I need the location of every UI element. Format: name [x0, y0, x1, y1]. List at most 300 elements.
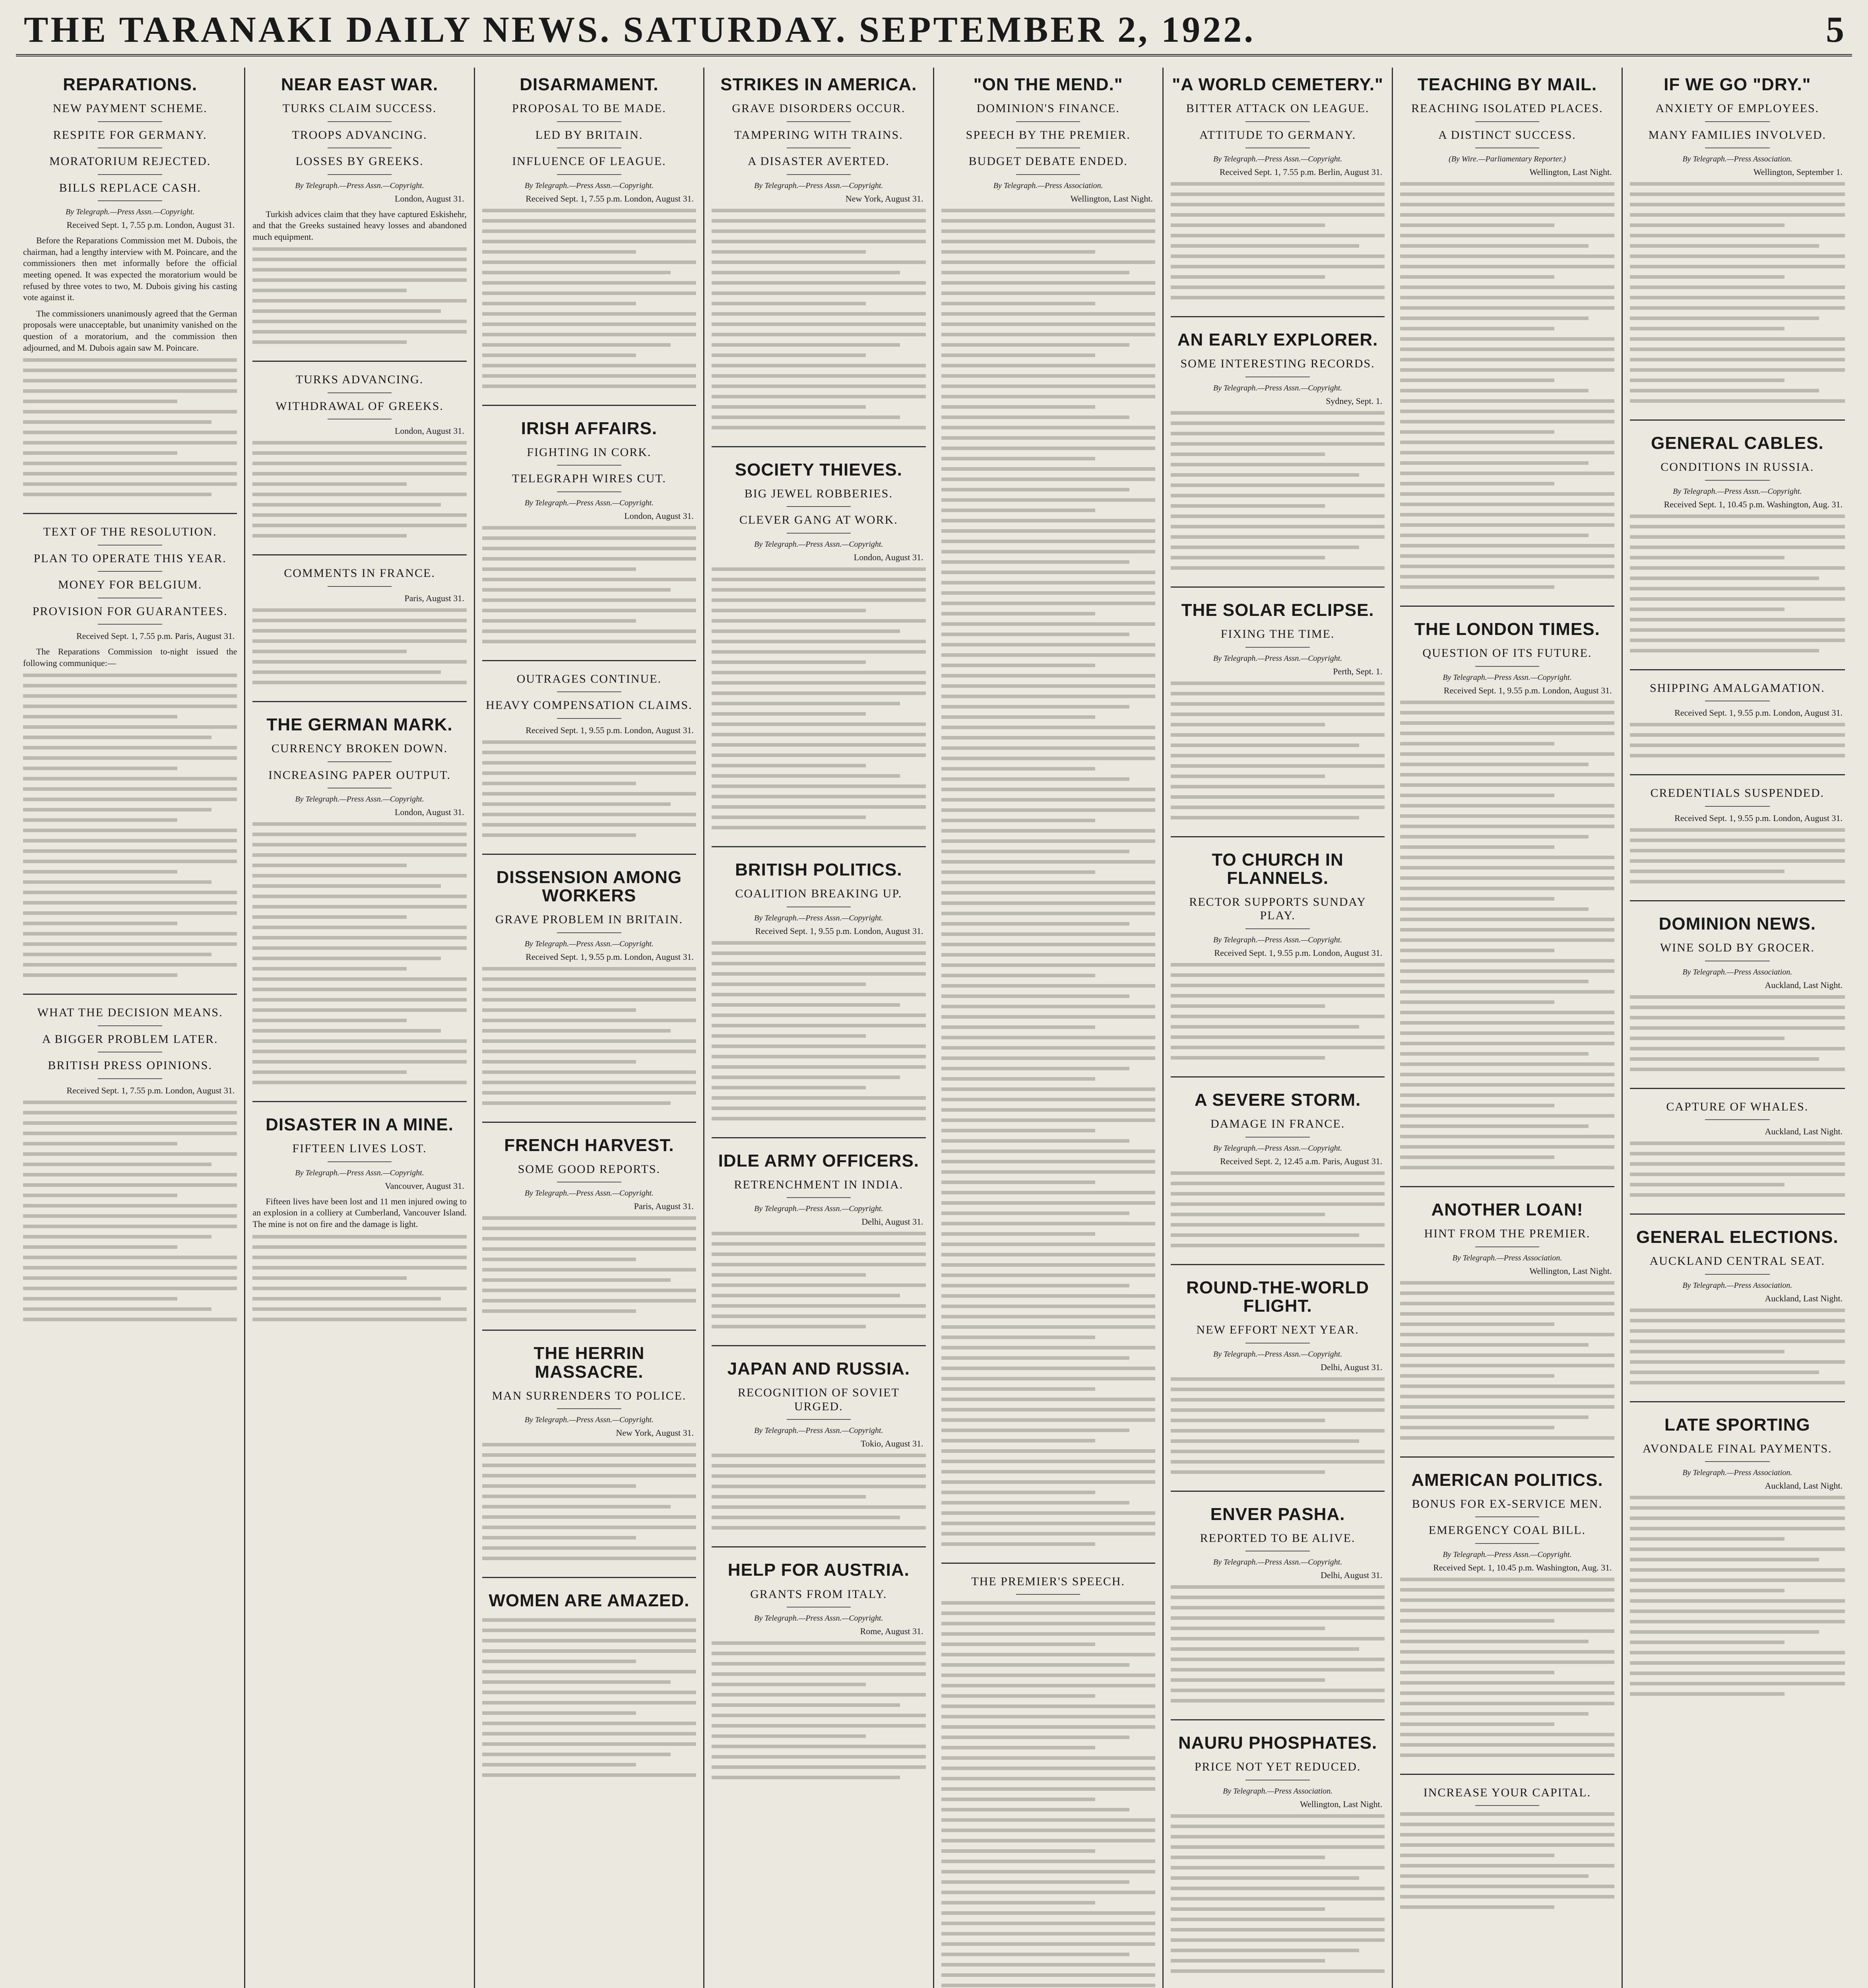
text-line — [1400, 348, 1614, 351]
subheadline: WITHDRAWAL OF GREEKS. — [252, 400, 466, 420]
text-line — [712, 588, 925, 592]
subheadline: MAN SURRENDERS TO POLICE. — [482, 1389, 696, 1409]
text-line — [941, 891, 1155, 895]
text-line — [941, 1439, 1096, 1442]
text-line — [1630, 1599, 1845, 1603]
dateline: Received Sept. 1, 7.55 p.m. London, August 31. — [526, 193, 694, 204]
text-line — [482, 1546, 696, 1550]
text-line — [941, 498, 1155, 502]
text-line — [1400, 938, 1614, 942]
text-line — [1400, 1823, 1614, 1826]
text-line — [712, 609, 866, 612]
illegible-body-text — [1171, 1814, 1385, 1973]
text-line — [941, 271, 1130, 274]
text-line — [941, 860, 1155, 864]
text-line — [1630, 577, 1819, 580]
text-line — [941, 1118, 1155, 1122]
text-line — [1400, 783, 1614, 787]
text-line — [482, 1649, 696, 1653]
text-line — [1400, 763, 1589, 766]
text-line — [23, 1111, 237, 1114]
text-line — [712, 1714, 925, 1717]
text-line — [1630, 316, 1819, 320]
text-line — [252, 915, 407, 919]
subheadline: LOSSES BY GREEKS. — [252, 155, 466, 175]
body-paragraph: The Reparations Commission to-night issued the following communique:— — [23, 646, 237, 668]
text-line — [941, 746, 1155, 750]
subheadline: PROPOSAL TO BE MADE. — [482, 102, 696, 122]
text-line — [482, 291, 696, 295]
text-line — [1171, 764, 1385, 768]
text-line — [23, 441, 237, 445]
text-line — [252, 258, 466, 261]
text-line — [23, 472, 237, 476]
text-line — [712, 1013, 925, 1017]
text-line — [1400, 1598, 1614, 1602]
text-line — [482, 782, 636, 785]
illegible-body-text — [1400, 1281, 1614, 1440]
wire-credit: By Telegraph.—Press Assn.—Copyright. — [1673, 487, 1802, 496]
text-line — [1400, 1426, 1554, 1429]
article — [1171, 1719, 1385, 1973]
text-line — [1171, 1035, 1385, 1039]
text-line — [712, 1495, 866, 1499]
text-line — [1171, 411, 1385, 415]
text-line — [941, 819, 1096, 822]
text-line — [941, 1398, 1155, 1401]
illegible-body-text — [1400, 1812, 1614, 1909]
subheadline: A DISTINCT SUCCESS. — [1400, 128, 1614, 149]
subheadline: ANXIETY OF EMPLOYEES. — [1630, 102, 1845, 122]
article — [1171, 76, 1385, 299]
text-line — [1171, 1388, 1385, 1391]
wire-credit: By Telegraph.—Press Assn.—Copyright. — [1213, 935, 1342, 944]
dateline: Received Sept. 1, 7.55 p.m. London, August 31. — [66, 220, 235, 230]
text-line — [1630, 296, 1845, 299]
text-line — [941, 1694, 1096, 1698]
text-line — [1400, 969, 1614, 973]
subheadline: SOME INTERESTING RECORDS. — [1171, 357, 1385, 377]
wire-credit: (By Wire.—Parliamentary Reporter.) — [1449, 155, 1566, 164]
text-line — [1171, 1470, 1325, 1474]
article — [1400, 76, 1614, 589]
text-line — [1400, 523, 1614, 527]
text-line — [482, 1299, 696, 1303]
illegible-body-text — [712, 1232, 925, 1328]
text-line — [23, 1307, 211, 1311]
text-line — [1400, 575, 1614, 579]
dateline: Delhi, August 31. — [1321, 1362, 1383, 1372]
text-line — [1400, 585, 1554, 589]
headline: IDLE ARMY OFFICERS. — [718, 1151, 919, 1171]
text-line — [1171, 785, 1385, 788]
text-line — [941, 829, 1155, 833]
text-line — [482, 526, 696, 530]
wire-credit: By Telegraph.—Press Assn.—Copyright. — [1443, 673, 1572, 682]
subheadline: INCREASING PAPER OUTPUT. — [252, 769, 466, 789]
text-line — [941, 1305, 1155, 1308]
text-line — [712, 333, 925, 336]
text-line — [941, 1356, 1130, 1360]
text-line — [941, 550, 1155, 553]
text-line — [941, 850, 1130, 853]
text-line — [1171, 1825, 1385, 1828]
text-line — [1400, 1812, 1614, 1816]
text-line — [482, 1495, 696, 1498]
text-line — [941, 633, 1130, 636]
text-line — [1400, 1436, 1614, 1440]
text-line — [712, 1096, 925, 1100]
wire-credit: By Telegraph.—Press Assn.—Copyright. — [66, 208, 195, 217]
text-line — [941, 705, 1130, 709]
text-line — [1630, 337, 1845, 341]
wire-credit: By Telegraph.—Press Assn.—Copyright. — [754, 1204, 883, 1213]
text-line — [1400, 285, 1614, 289]
text-line — [482, 1701, 696, 1705]
text-line — [1400, 794, 1554, 797]
page-number: 5 — [1826, 9, 1844, 50]
illegible-body-text — [1171, 1377, 1385, 1474]
dateline: Tokio, August 31. — [861, 1439, 923, 1449]
text-line — [1400, 1843, 1614, 1847]
text-line — [1400, 461, 1589, 465]
wire-credit: By Telegraph.—Press Assn.—Copyright. — [754, 540, 883, 549]
text-line — [1400, 1145, 1614, 1149]
text-line — [941, 1653, 1155, 1656]
text-line — [941, 1756, 1155, 1760]
text-line — [1400, 1588, 1614, 1592]
text-line — [1630, 546, 1845, 549]
text-line — [1400, 1343, 1589, 1347]
text-line — [23, 901, 237, 905]
text-line — [941, 1942, 1155, 1946]
text-line — [23, 818, 177, 822]
text-line — [941, 1263, 1155, 1267]
text-line — [482, 823, 696, 827]
text-line — [1400, 1895, 1614, 1899]
subheadline: LED BY BRITAIN. — [482, 128, 696, 149]
text-line — [1171, 556, 1325, 559]
text-line — [941, 1901, 1096, 1905]
text-line — [1171, 546, 1359, 549]
text-line — [1171, 1814, 1385, 1818]
text-line — [941, 1911, 1155, 1915]
text-line — [23, 1287, 237, 1290]
text-line — [941, 912, 1155, 915]
text-line — [941, 1808, 1130, 1811]
text-line — [712, 1294, 900, 1297]
text-line — [23, 1225, 237, 1228]
text-line — [941, 901, 1155, 905]
text-line — [1630, 1309, 1845, 1312]
text-line — [1400, 887, 1614, 890]
text-line — [941, 1839, 1155, 1842]
text-line — [1630, 1630, 1819, 1634]
text-line — [941, 1015, 1155, 1019]
text-line — [1630, 1068, 1845, 1071]
text-line — [482, 629, 696, 633]
text-line — [252, 513, 466, 517]
text-line — [712, 281, 925, 285]
text-line — [482, 1247, 696, 1251]
text-line — [1630, 723, 1845, 726]
text-line — [23, 715, 177, 718]
wire-credit: By Telegraph.—Press Assn.—Copyright. — [295, 181, 424, 190]
text-line — [712, 260, 925, 264]
text-line — [941, 219, 1155, 223]
headline: LATE SPORTING — [1664, 1415, 1810, 1435]
text-line — [712, 951, 925, 955]
subheadline: HEAVY COMPENSATION CLAIMS. — [482, 699, 696, 719]
text-line — [1400, 482, 1554, 485]
text-line — [712, 1755, 925, 1759]
text-line — [482, 1019, 696, 1022]
text-line — [941, 1046, 1155, 1050]
subheadline: DAMAGE IN FRANCE. — [1171, 1117, 1385, 1138]
text-line — [941, 1346, 1155, 1349]
wire-credit: By Telegraph.—Press Association. — [1682, 1281, 1792, 1290]
text-line — [1400, 544, 1614, 547]
subheadline: FIFTEEN LIVES LOST. — [252, 1142, 466, 1162]
subheadline: A BIGGER PROBLEM LATER. — [23, 1033, 237, 1053]
text-line — [23, 684, 237, 687]
wire-credit: By Telegraph.—Press Assn.—Copyright. — [1213, 654, 1342, 663]
headline: DISASTER IN A MINE. — [266, 1115, 454, 1135]
text-line — [23, 1132, 237, 1135]
text-line — [23, 808, 211, 812]
text-line — [1171, 1025, 1359, 1029]
text-line — [1171, 1647, 1359, 1651]
text-line — [712, 353, 866, 357]
text-line — [941, 426, 1155, 429]
text-line — [23, 767, 177, 770]
illegible-body-text — [712, 1454, 925, 1530]
text-line — [1400, 1042, 1614, 1045]
dateline: Received Sept. 1, 9.55 p.m. London, August 31. — [1674, 708, 1843, 718]
dateline: Received Sept. 1, 7.55 p.m. Paris, August 31. — [76, 631, 235, 641]
illegible-body-text — [1630, 1309, 1845, 1384]
text-line — [941, 1787, 1155, 1791]
wire-credit: By Telegraph.—Press Assn.—Copyright. — [1213, 1558, 1342, 1567]
illegible-body-text — [482, 209, 696, 388]
text-line — [1400, 773, 1614, 777]
text-line — [1630, 1589, 1785, 1592]
text-line — [23, 1204, 237, 1208]
text-line — [1171, 1949, 1359, 1952]
text-line — [1171, 702, 1385, 706]
text-line — [1171, 1637, 1385, 1640]
text-line — [712, 1724, 925, 1728]
text-line — [1400, 1640, 1589, 1643]
text-line — [1630, 556, 1785, 559]
text-line — [1400, 306, 1614, 310]
article — [482, 854, 696, 1105]
text-line — [941, 1098, 1155, 1101]
text-line — [1400, 441, 1614, 444]
text-line — [712, 1076, 900, 1079]
text-line — [1630, 1162, 1845, 1166]
text-line — [23, 1183, 237, 1187]
text-line — [941, 1056, 1155, 1060]
text-line — [712, 650, 925, 654]
text-line — [712, 1242, 925, 1246]
text-line — [482, 609, 696, 612]
text-line — [482, 219, 696, 223]
text-line — [1171, 973, 1385, 977]
subheadline: NEW EFFORT NEXT YEAR. — [1171, 1323, 1385, 1343]
text-line — [482, 1081, 696, 1084]
text-line — [712, 1683, 866, 1686]
wire-credit: By Telegraph.—Press Assn.—Copyright. — [754, 1614, 883, 1623]
text-line — [252, 853, 466, 857]
dateline: Received Sept. 1, 7.55 p.m. Berlin, August 31. — [1219, 167, 1383, 177]
illegible-body-text — [23, 674, 237, 977]
text-line — [1400, 327, 1554, 330]
text-line — [23, 694, 237, 698]
text-line — [1630, 1640, 1785, 1644]
text-line — [1400, 1854, 1554, 1857]
text-line — [1400, 451, 1614, 454]
text-line — [482, 547, 696, 550]
text-line — [1171, 296, 1385, 299]
text-line — [482, 1536, 636, 1540]
text-line — [482, 1443, 696, 1446]
text-line — [712, 1641, 925, 1645]
text-line — [1400, 825, 1614, 828]
text-line — [1400, 1135, 1614, 1138]
text-line — [712, 982, 866, 986]
wire-credit: By Telegraph.—Press Assn.—Copyright. — [524, 939, 654, 948]
text-line — [1171, 1596, 1385, 1599]
text-line — [941, 622, 1155, 626]
text-line — [1630, 254, 1845, 258]
text-line — [252, 905, 466, 909]
dateline: London, August 31. — [394, 807, 464, 817]
subheadline: A DISASTER AVERTED. — [712, 155, 925, 175]
text-line — [252, 451, 466, 455]
article — [1400, 1186, 1614, 1440]
text-line — [252, 1060, 466, 1064]
dateline: Wellington, September 1. — [1753, 167, 1843, 177]
text-line — [1630, 828, 1845, 832]
subheadline: INFLUENCE OF LEAGUE. — [482, 155, 696, 175]
text-line — [23, 1152, 237, 1156]
text-line — [941, 922, 1130, 926]
text-line — [1171, 1460, 1385, 1464]
article — [1400, 1456, 1614, 1757]
text-line — [252, 309, 441, 313]
headline: "A WORLD CEMETERY." — [1172, 75, 1383, 94]
text-line — [482, 619, 636, 623]
text-line — [712, 1263, 925, 1266]
text-line — [1400, 1333, 1614, 1336]
text-line — [23, 891, 237, 894]
text-line — [712, 1505, 925, 1509]
text-line — [1400, 1743, 1614, 1747]
column-7 — [1393, 68, 1622, 1988]
text-line — [1400, 1885, 1614, 1888]
text-line — [23, 358, 237, 362]
text-line — [941, 1891, 1155, 1894]
text-line — [941, 291, 1155, 295]
text-line — [712, 291, 925, 295]
subheadline: COALITION BREAKING UP. — [712, 887, 925, 907]
text-line — [482, 1258, 636, 1261]
text-line — [252, 1008, 466, 1012]
text-line — [941, 1232, 1096, 1236]
text-line — [482, 1474, 696, 1477]
dateline: New York, August 31. — [616, 1428, 694, 1438]
text-line — [712, 219, 925, 223]
text-line — [941, 1963, 1155, 1967]
text-line — [941, 953, 1155, 957]
text-line — [712, 1672, 925, 1676]
article — [482, 1122, 696, 1313]
text-line — [712, 426, 925, 429]
text-line — [941, 478, 1155, 481]
subheadline: BONUS FOR EX-SERVICE MEN. — [1400, 1497, 1614, 1518]
article — [1171, 1076, 1385, 1247]
text-line — [482, 1278, 671, 1282]
text-line — [482, 598, 696, 602]
text-line — [941, 943, 1155, 946]
subheadline: GRAVE PROBLEM IN BRITAIN. — [482, 913, 696, 933]
text-line — [1400, 1353, 1614, 1357]
text-line — [1171, 1678, 1325, 1682]
text-line — [1171, 1192, 1385, 1196]
text-line — [1400, 296, 1614, 299]
text-line — [712, 1314, 925, 1318]
text-line — [1630, 1506, 1845, 1510]
text-line — [712, 1003, 900, 1007]
text-line — [23, 410, 237, 414]
text-line — [23, 1173, 237, 1176]
text-line — [482, 1227, 696, 1230]
text-line — [1400, 1578, 1614, 1581]
text-line — [482, 813, 696, 816]
text-line — [712, 1024, 925, 1027]
text-line — [712, 702, 900, 705]
text-line — [252, 330, 466, 334]
text-line — [1171, 285, 1385, 289]
text-line — [1630, 849, 1845, 852]
article — [482, 76, 696, 388]
text-line — [1630, 870, 1785, 873]
wire-credit: By Telegraph.—Press Association. — [993, 181, 1103, 190]
text-line — [1400, 1124, 1589, 1128]
text-line — [1171, 744, 1359, 747]
illegible-body-text — [1630, 182, 1845, 403]
subheadline: TELEGRAPH WIRES CUT. — [482, 472, 696, 492]
text-line — [482, 1039, 696, 1043]
text-line — [941, 1542, 1096, 1546]
text-line — [941, 250, 1096, 254]
text-line — [1630, 566, 1845, 570]
text-line — [1171, 192, 1385, 196]
text-line — [252, 670, 441, 674]
text-line — [941, 870, 1096, 874]
text-line — [941, 1408, 1155, 1411]
text-line — [1400, 1691, 1614, 1695]
text-line — [1400, 1312, 1614, 1316]
text-line — [712, 1464, 925, 1468]
dateline: Received Sept. 2, 12.45 a.m. Paris, August 31. — [1220, 1156, 1383, 1166]
text-line — [941, 1077, 1096, 1081]
text-line — [712, 1485, 925, 1488]
subheadline: PLAN TO OPERATE THIS YEAR. — [23, 552, 237, 572]
text-line — [941, 1511, 1155, 1515]
dateline: Received Sept. 1, 10.45 p.m. Washington, Aug. 31. — [1664, 499, 1843, 509]
